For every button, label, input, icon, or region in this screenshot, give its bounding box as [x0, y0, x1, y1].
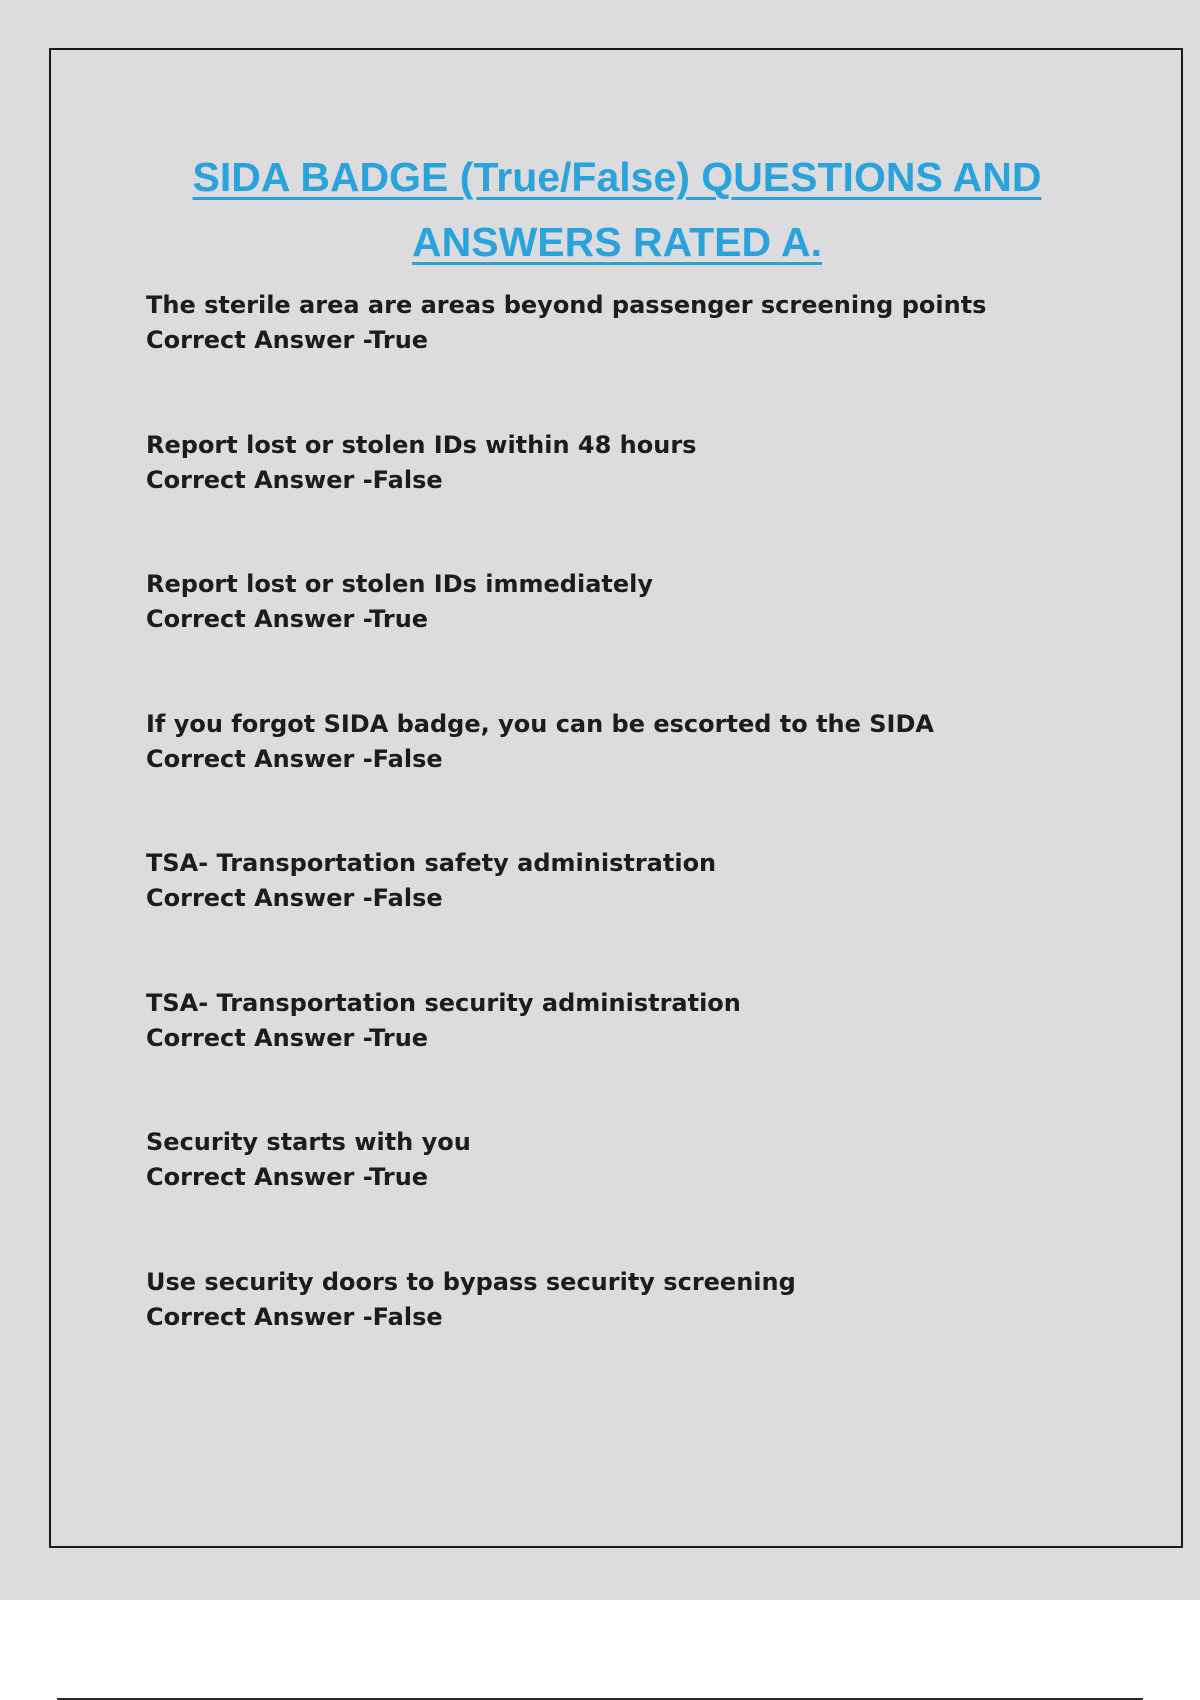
answer-text: Correct Answer -False	[146, 465, 443, 494]
question-text: Use security doors to bypass security screening	[146, 1267, 796, 1296]
qa-item	[146, 846, 1096, 986]
question-text: If you forgot SIDA badge, you can be escorted to the SIDA	[146, 709, 934, 738]
question-text: The sterile area are areas beyond passenger screening points	[146, 291, 987, 319]
answer-text: Correct Answer -True	[146, 326, 429, 354]
qa-item	[146, 567, 1096, 707]
question-text: Report lost or stolen IDs immediately	[146, 570, 654, 598]
question-text: Security starts with you	[146, 1128, 471, 1156]
qa-item	[146, 1125, 1096, 1265]
answer-text: Correct Answer -False	[146, 744, 443, 773]
title-line-1: SIDA BADGE (True/False) QUESTIONS AND	[192, 154, 1042, 200]
qa-item	[146, 986, 1096, 1126]
question-text: Report lost or stolen IDs within 48 hours	[146, 430, 697, 459]
page-title	[120, 145, 1114, 275]
answer-text: Correct Answer -True	[146, 1163, 429, 1191]
answer-text: Correct Answer -False	[146, 884, 443, 912]
answer-text: Correct Answer -True	[146, 1023, 429, 1052]
question-answer-list	[146, 288, 1096, 1404]
qa-item	[146, 428, 1096, 568]
answer-text: Correct Answer -False	[146, 1302, 443, 1331]
question-text: TSA- Transportation security administration	[146, 988, 741, 1017]
qa-item	[146, 707, 1096, 847]
qa-item	[146, 1265, 1096, 1405]
question-text: TSA- Transportation safety administration	[146, 849, 717, 877]
qa-item	[146, 288, 1096, 428]
title-line-2: ANSWERS RATED A.	[412, 219, 822, 265]
answer-text: Correct Answer -True	[146, 605, 429, 633]
